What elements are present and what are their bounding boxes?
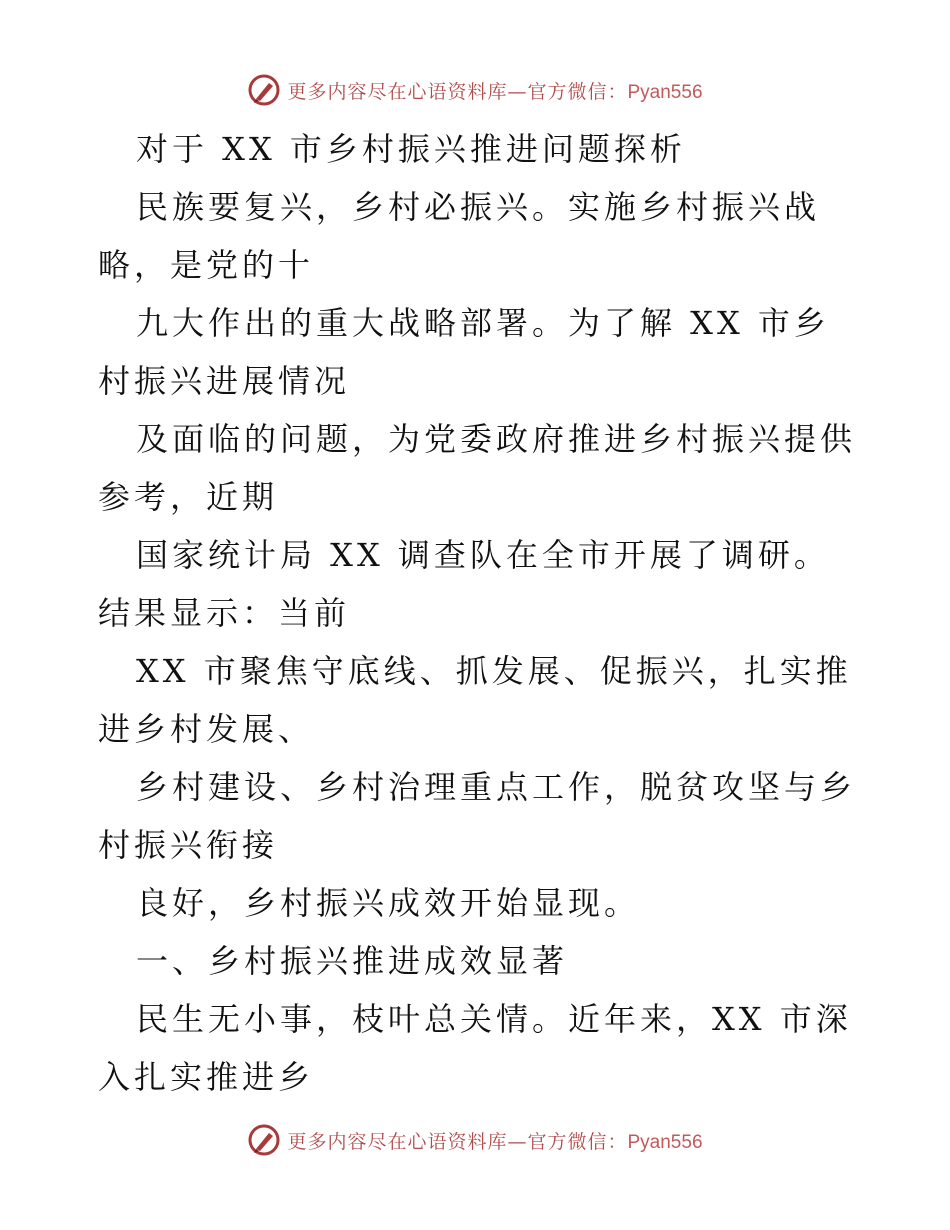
watermark-text: 更多内容尽在心语资料库—官方微信：Pyan556 bbox=[287, 80, 703, 103]
paragraph: XX 市聚焦守底线、抓发展、促振兴，扎实推进乡村发展、 bbox=[98, 652, 852, 748]
paragraph: 民族要复兴，乡村必振兴。实施乡村振兴战略，是党的十 bbox=[98, 188, 821, 284]
wechat-id: Pyan556 bbox=[627, 81, 703, 103]
section-heading: 一、乡村振兴推进成效显著 bbox=[136, 942, 569, 980]
doc-title: 对于 XX 市乡村振兴推进问题探析 bbox=[136, 130, 686, 168]
header-watermark-banner bbox=[0, 70, 950, 110]
paragraph: 乡村建设、乡村治理重点工作，脱贫攻坚与乡村振兴衔接 bbox=[98, 768, 857, 864]
paragraph: 及面临的问题，为党委政府推进乡村振兴提供参考，近期 bbox=[98, 420, 857, 516]
document-body bbox=[98, 120, 858, 1106]
paragraph: 良好，乡村振兴成效开始显现。 bbox=[136, 884, 641, 922]
paragraph: 国家统计局 XX 调查队在全市开展了调研。结果显示：当前 bbox=[98, 536, 830, 632]
pen-logo-icon bbox=[247, 1123, 281, 1157]
paragraph: 民生无小事，枝叶总关情。近年来，XX 市深入扎实推进乡 bbox=[98, 1000, 852, 1096]
pen-logo-icon bbox=[247, 73, 281, 107]
footer-watermark-banner bbox=[0, 1120, 950, 1160]
paragraph: 九大作出的重大战略部署。为了解 XX 市乡村振兴进展情况 bbox=[98, 304, 830, 400]
watermark-text: 更多内容尽在心语资料库—官方微信：Pyan556 bbox=[287, 1130, 703, 1153]
wechat-id: Pyan556 bbox=[627, 1131, 703, 1153]
